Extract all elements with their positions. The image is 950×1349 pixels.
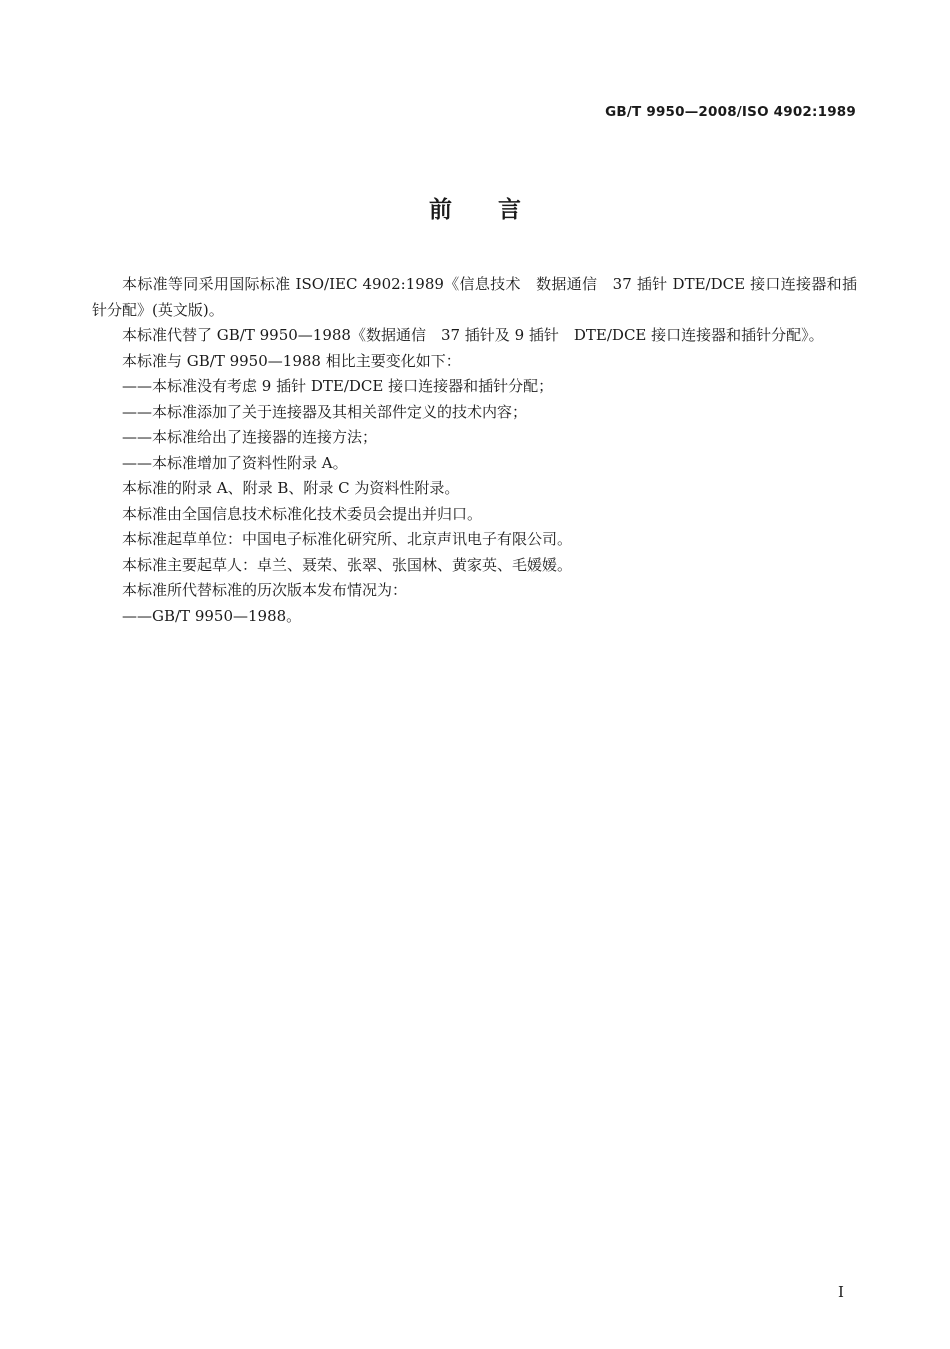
standard-number-header: GB/T 9950—2008/ISO 4902:1989 xyxy=(605,104,856,120)
page-title: 前言 xyxy=(429,197,567,223)
foreword-body xyxy=(92,272,857,629)
paragraph-replaces: 本标准代替了 GB/T 9950—1988《数据通信 37 插针及 9 插针 DTE/DCE 接口连接器和插针分配》。 xyxy=(122,326,824,344)
history-item-1: ——GB/T 9950—1988。 xyxy=(122,606,302,625)
paragraph-changes-intro: 本标准与 GB/T 9950—1988 相比主要变化如下： xyxy=(122,351,461,370)
change-item-4: ——本标准增加了资料性附录 A。 xyxy=(122,453,348,472)
paragraph-history-intro: 本标准所代替标准的历次版本发布情况为： xyxy=(122,581,408,599)
page-number: I xyxy=(838,1283,844,1301)
paragraph-drafting-units: 本标准起草单位：中国电子标准化研究所、北京声讯电子有限公司。 xyxy=(122,530,573,548)
change-item-2: ——本标准添加了关于连接器及其相关部件定义的技术内容； xyxy=(122,402,528,421)
change-item-1: ——本标准没有考虑 9 插针 DTE/DCE 接口连接器和插针分配； xyxy=(122,377,554,395)
paragraph-adoption: 本标准等同采用国际标准 ISO/IEC 4902:1989《信息技术 数据通信 37 插针 DTE/DCE 接口连接器和插针分配》(英文版)。 xyxy=(92,275,857,319)
paragraph-annexes: 本标准的附录 A、附录 B、附录 C 为资料性附录。 xyxy=(122,479,460,497)
paragraph-proposed-by: 本标准由全国信息技术标准化技术委员会提出并归口。 xyxy=(122,504,483,523)
change-item-3: ——本标准给出了连接器的连接方法； xyxy=(122,428,378,446)
paragraph-drafters: 本标准主要起草人：卓兰、聂荣、张翠、张国林、黄家英、毛媛媛。 xyxy=(122,555,573,574)
